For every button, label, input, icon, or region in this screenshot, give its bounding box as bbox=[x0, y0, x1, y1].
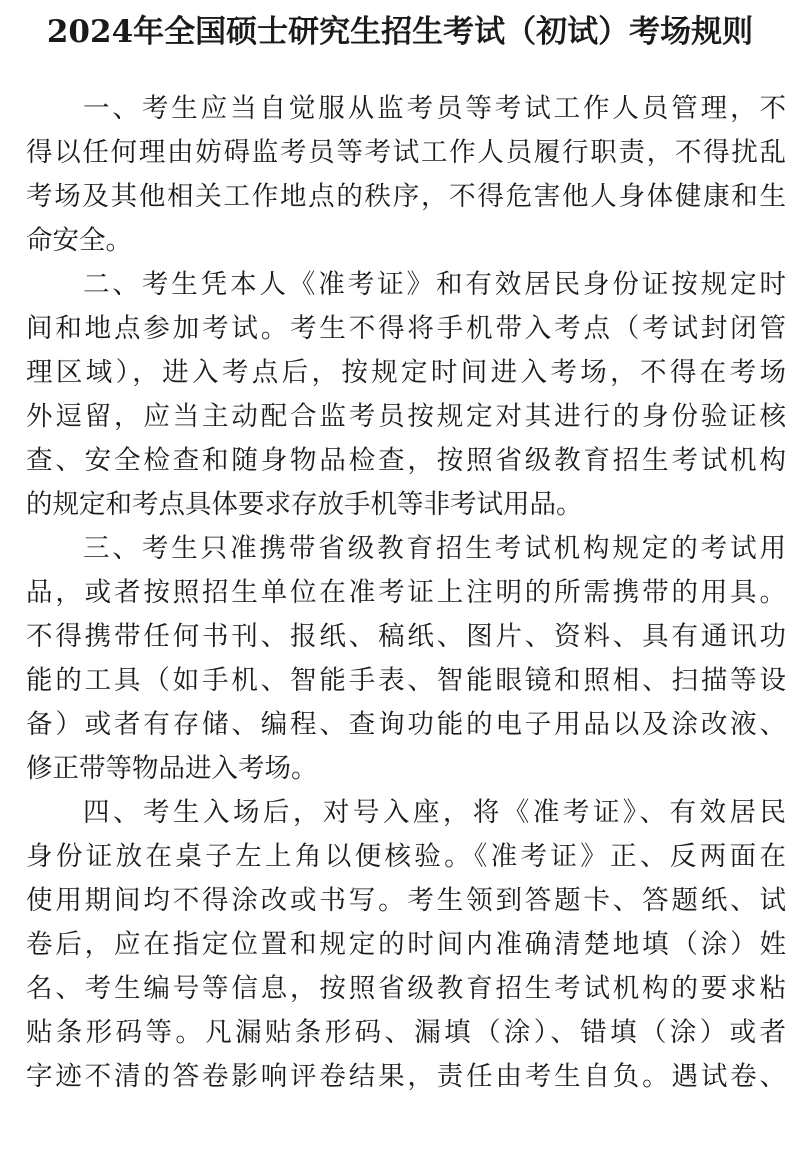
paragraph-2-line-2: 间和地点参加考试。考生不得将手机带入考点（考试封闭管 bbox=[26, 313, 786, 344]
paragraph-4-line-6: 贴条形码等。凡漏贴条形码、漏填（涂）、错填（涂）或者 bbox=[26, 1017, 786, 1048]
document-title: 2024年全国硕士研究生招生考试（初试）考场规则 bbox=[46, 14, 754, 50]
document-body bbox=[26, 87, 786, 1099]
paragraph-2-line-4: 外逗留，应当主动配合监考员按规定对其进行的身份验证核 bbox=[26, 401, 786, 432]
paragraph-3-line-3: 不得携带任何书刊、报纸、稿纸、图片、资料、具有通讯功 bbox=[26, 621, 786, 652]
paragraph-2-line-3: 理区域），进入考点后，按规定时间进入考场，不得在考场 bbox=[26, 357, 786, 388]
paragraph-3-line-5: 备）或者有存储、编程、查询功能的电子用品以及涂改液、 bbox=[26, 709, 786, 740]
paragraph-1-line-2: 得以任何理由妨碍监考员等考试工作人员履行职责，不得扰乱 bbox=[26, 137, 786, 168]
paragraph-3-line-1: 三、考生只准携带省级教育招生考试机构规定的考试用 bbox=[83, 533, 786, 564]
paragraph-4-line-3: 使用期间均不得涂改或书写。考生领到答题卡、答题纸、试 bbox=[26, 885, 786, 916]
paragraph-2-line-1: 二、考生凭本人《准考证》和有效居民身份证按规定时 bbox=[83, 269, 786, 300]
paragraph-2-line-6: 的规定和考点具体要求存放手机等非考试用品。 bbox=[26, 489, 583, 520]
paragraph-1-line-3: 考场及其他相关工作地点的秩序，不得危害他人身体健康和生 bbox=[26, 181, 786, 212]
paragraph-3-line-6: 修正带等物品进入考场。 bbox=[26, 753, 318, 784]
paragraph-1-line-4: 命安全。 bbox=[26, 225, 132, 256]
paragraph-4-line-4: 卷后，应在指定位置和规定的时间内准确清楚地填（涂）姓 bbox=[26, 929, 786, 960]
paragraph-1-line-1: 一、考生应当自觉服从监考员等考试工作人员管理，不 bbox=[83, 93, 786, 124]
paragraph-4-line-2: 身份证放在桌子左上角以便核验。《准考证》正、反两面在 bbox=[26, 841, 786, 872]
paragraph-4-line-1: 四、考生入场后，对号入座，将《准考证》、有效居民 bbox=[83, 797, 786, 828]
paragraph-3-line-2: 品，或者按照招生单位在准考证上注明的所需携带的用具。 bbox=[26, 577, 786, 608]
paragraph-3-line-4: 能的工具（如手机、智能手表、智能眼镜和照相、扫描等设 bbox=[26, 665, 786, 696]
paragraph-4-line-5: 名、考生编号等信息，按照省级教育招生考试机构的要求粘 bbox=[26, 973, 786, 1004]
paragraph-2-line-5: 查、安全检查和随身物品检查，按照省级教育招生考试机构 bbox=[26, 445, 786, 476]
paragraph-4-line-7: 字迹不清的答卷影响评卷结果，责任由考生自负。遇试卷、 bbox=[26, 1061, 786, 1092]
